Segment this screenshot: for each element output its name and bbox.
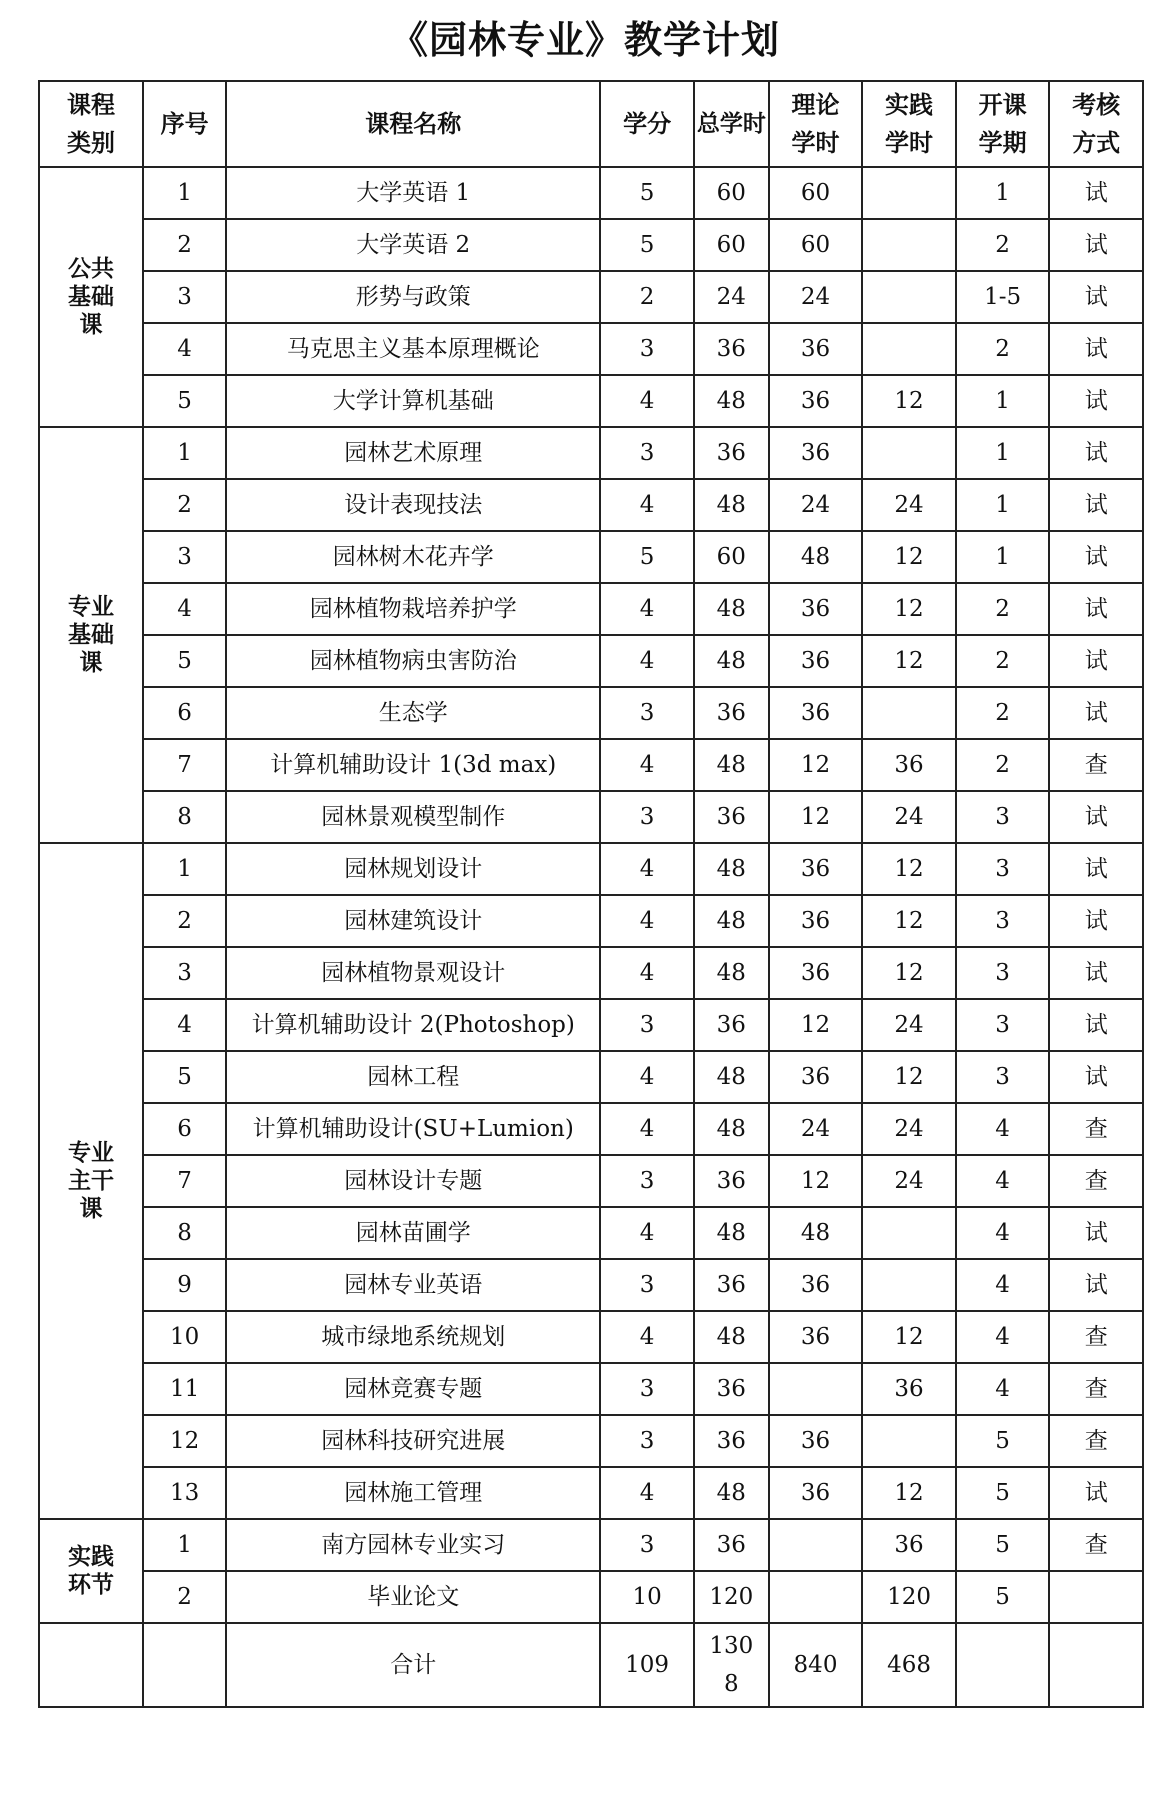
- practice-hours-cell: 12: [862, 1311, 956, 1363]
- seq-cell: 10: [143, 1311, 226, 1363]
- theory-hours-cell: 24: [769, 479, 863, 531]
- practice-hours-cell: 12: [862, 531, 956, 583]
- credits-cell: 4: [600, 375, 694, 427]
- seq-cell: 4: [143, 583, 226, 635]
- seq-cell: 6: [143, 687, 226, 739]
- credits-cell: 3: [600, 999, 694, 1051]
- theory-hours-cell: 60: [769, 219, 863, 271]
- total-hours-cell: 48: [694, 1207, 769, 1259]
- assessment-cell: 试: [1049, 791, 1143, 843]
- course-name-cell: 城市绿地系统规划: [226, 1311, 600, 1363]
- credits-cell: 3: [600, 687, 694, 739]
- assessment-cell: 试: [1049, 375, 1143, 427]
- total-hours-cell: 36: [694, 1363, 769, 1415]
- seq-cell: 9: [143, 1259, 226, 1311]
- total-hours-cell: 60: [694, 219, 769, 271]
- theory-hours-cell: 12: [769, 739, 863, 791]
- semester-cell: 2: [956, 635, 1050, 687]
- semester-cell: 1: [956, 375, 1050, 427]
- total-hours-cell: 120: [694, 1571, 769, 1623]
- semester-cell: 4: [956, 1259, 1050, 1311]
- practice-hours-cell: 24: [862, 791, 956, 843]
- total-semester-cell: [956, 1623, 1050, 1707]
- credits-cell: 4: [600, 479, 694, 531]
- course-name-cell: 南方园林专业实习: [226, 1519, 600, 1571]
- course-name-cell: 大学英语 1: [226, 167, 600, 219]
- credits-cell: 4: [600, 583, 694, 635]
- practice-hours-cell: 12: [862, 895, 956, 947]
- assessment-cell: 查: [1049, 739, 1143, 791]
- assessment-cell: 试: [1049, 635, 1143, 687]
- header-total-hours: 总学时: [694, 81, 769, 167]
- theory-hours-cell: 36: [769, 635, 863, 687]
- course-name-cell: 马克思主义基本原理概论: [226, 323, 600, 375]
- assessment-cell: 试: [1049, 531, 1143, 583]
- semester-cell: 3: [956, 843, 1050, 895]
- theory-hours-cell: 24: [769, 271, 863, 323]
- credits-cell: 10: [600, 1571, 694, 1623]
- semester-cell: 4: [956, 1155, 1050, 1207]
- assessment-cell: 试: [1049, 1259, 1143, 1311]
- assessment-cell: 查: [1049, 1415, 1143, 1467]
- seq-cell: 12: [143, 1415, 226, 1467]
- seq-cell: 7: [143, 739, 226, 791]
- total-credits-cell: 109: [600, 1623, 694, 1707]
- practice-hours-cell: 24: [862, 1103, 956, 1155]
- table-row: [39, 479, 1143, 531]
- semester-cell: 1-5: [956, 271, 1050, 323]
- theory-hours-cell: [769, 1571, 863, 1623]
- total-practice-hours-cell: 468: [862, 1623, 956, 1707]
- semester-cell: 5: [956, 1519, 1050, 1571]
- assessment-cell: 查: [1049, 1519, 1143, 1571]
- theory-hours-cell: 12: [769, 999, 863, 1051]
- theory-hours-cell: 36: [769, 947, 863, 999]
- header-semester: 开课学期: [956, 81, 1050, 167]
- semester-cell: 3: [956, 895, 1050, 947]
- total-hours-cell: 36: [694, 1415, 769, 1467]
- assessment-cell: 试: [1049, 167, 1143, 219]
- total-hours-cell: 48: [694, 1103, 769, 1155]
- semester-cell: 4: [956, 1207, 1050, 1259]
- seq-cell: 13: [143, 1467, 226, 1519]
- table-row: [39, 219, 1143, 271]
- assessment-cell: 查: [1049, 1311, 1143, 1363]
- seq-cell: 1: [143, 167, 226, 219]
- theory-hours-cell: 36: [769, 583, 863, 635]
- total-hours-cell: 36: [694, 687, 769, 739]
- credits-cell: 5: [600, 167, 694, 219]
- practice-hours-cell: [862, 1207, 956, 1259]
- credits-cell: 4: [600, 1467, 694, 1519]
- assessment-cell: [1049, 1571, 1143, 1623]
- course-name-cell: 园林设计专题: [226, 1155, 600, 1207]
- table-row: [39, 947, 1143, 999]
- course-name-cell: 园林植物病虫害防治: [226, 635, 600, 687]
- seq-cell: 4: [143, 999, 226, 1051]
- total-category-cell: [39, 1623, 143, 1707]
- header-practice-hours: 实践学时: [862, 81, 956, 167]
- header-category: 课程类别: [39, 81, 143, 167]
- total-hours-cell: 48: [694, 895, 769, 947]
- category-cell: [39, 1519, 143, 1623]
- table-row: [39, 1415, 1143, 1467]
- seq-cell: 6: [143, 1103, 226, 1155]
- category-cell: [39, 843, 143, 1519]
- theory-hours-cell: 36: [769, 843, 863, 895]
- semester-cell: 1: [956, 427, 1050, 479]
- assessment-cell: 试: [1049, 479, 1143, 531]
- total-row: [39, 1623, 1143, 1707]
- seq-cell: 2: [143, 219, 226, 271]
- table-row: [39, 687, 1143, 739]
- course-name-cell: 毕业论文: [226, 1571, 600, 1623]
- table-row: [39, 375, 1143, 427]
- category-cell: [39, 427, 143, 843]
- semester-cell: 5: [956, 1571, 1050, 1623]
- theory-hours-cell: 24: [769, 1103, 863, 1155]
- semester-cell: 5: [956, 1467, 1050, 1519]
- semester-cell: 3: [956, 999, 1050, 1051]
- credits-cell: 4: [600, 1207, 694, 1259]
- assessment-cell: 查: [1049, 1103, 1143, 1155]
- assessment-cell: 试: [1049, 687, 1143, 739]
- total-hours-cell: 48: [694, 635, 769, 687]
- table-row: [39, 167, 1143, 219]
- course-name-cell: 园林建筑设计: [226, 895, 600, 947]
- course-name-cell: 园林规划设计: [226, 843, 600, 895]
- total-hours-cell: 48: [694, 739, 769, 791]
- category-label: 专业主干课: [68, 1140, 115, 1222]
- course-name-cell: 园林科技研究进展: [226, 1415, 600, 1467]
- total-hours-cell: 1308: [694, 1623, 769, 1707]
- credits-cell: 3: [600, 323, 694, 375]
- semester-cell: 4: [956, 1103, 1050, 1155]
- credits-cell: 3: [600, 1259, 694, 1311]
- seq-cell: 8: [143, 791, 226, 843]
- practice-hours-cell: 24: [862, 999, 956, 1051]
- course-name-cell: 园林树木花卉学: [226, 531, 600, 583]
- header-assessment: 考核方式: [1049, 81, 1143, 167]
- total-hours-cell: 48: [694, 479, 769, 531]
- table-row: [39, 1571, 1143, 1623]
- total-hours-cell: 36: [694, 999, 769, 1051]
- semester-cell: 4: [956, 1311, 1050, 1363]
- header-name: 课程名称: [226, 81, 600, 167]
- course-name-cell: 设计表现技法: [226, 479, 600, 531]
- semester-cell: 3: [956, 1051, 1050, 1103]
- practice-hours-cell: 24: [862, 1155, 956, 1207]
- practice-hours-cell: 12: [862, 843, 956, 895]
- theory-hours-cell: 36: [769, 1311, 863, 1363]
- assessment-cell: 试: [1049, 999, 1143, 1051]
- assessment-cell: 试: [1049, 323, 1143, 375]
- credits-cell: 3: [600, 1415, 694, 1467]
- course-name-cell: 园林专业英语: [226, 1259, 600, 1311]
- total-hours-cell: 48: [694, 843, 769, 895]
- course-name-cell: 大学计算机基础: [226, 375, 600, 427]
- practice-hours-cell: [862, 323, 956, 375]
- seq-cell: 1: [143, 427, 226, 479]
- table-row: [39, 843, 1143, 895]
- practice-hours-cell: 12: [862, 375, 956, 427]
- theory-hours-cell: 48: [769, 531, 863, 583]
- course-name-cell: 园林植物栽培养护学: [226, 583, 600, 635]
- semester-cell: 2: [956, 583, 1050, 635]
- category-label: 实践环节: [68, 1544, 115, 1598]
- course-name-cell: 计算机辅助设计 2(Photoshop): [226, 999, 600, 1051]
- course-name-cell: 园林工程: [226, 1051, 600, 1103]
- practice-hours-cell: 36: [862, 739, 956, 791]
- theory-hours-cell: 36: [769, 895, 863, 947]
- total-theory-hours-cell: 840: [769, 1623, 863, 1707]
- theory-hours-cell: 36: [769, 427, 863, 479]
- course-name-cell: 园林竞赛专题: [226, 1363, 600, 1415]
- semester-cell: 2: [956, 323, 1050, 375]
- practice-hours-cell: 12: [862, 1051, 956, 1103]
- table-row: [39, 999, 1143, 1051]
- credits-cell: 3: [600, 791, 694, 843]
- theory-hours-cell: 48: [769, 1207, 863, 1259]
- semester-cell: 5: [956, 1415, 1050, 1467]
- seq-cell: 1: [143, 843, 226, 895]
- theory-hours-cell: 36: [769, 1415, 863, 1467]
- total-seq-cell: [143, 1623, 226, 1707]
- semester-cell: 2: [956, 687, 1050, 739]
- semester-cell: 3: [956, 791, 1050, 843]
- total-hours-cell: 36: [694, 1259, 769, 1311]
- page-title: 《园林专业》教学计划: [389, 18, 780, 62]
- course-name-cell: 园林景观模型制作: [226, 791, 600, 843]
- table-row: [39, 1259, 1143, 1311]
- table-row: [39, 531, 1143, 583]
- assessment-cell: 查: [1049, 1155, 1143, 1207]
- practice-hours-cell: 36: [862, 1519, 956, 1571]
- assessment-cell: 试: [1049, 271, 1143, 323]
- theory-hours-cell: 36: [769, 687, 863, 739]
- credits-cell: 3: [600, 1519, 694, 1571]
- table-row: [39, 1207, 1143, 1259]
- semester-cell: 1: [956, 167, 1050, 219]
- assessment-cell: 试: [1049, 1467, 1143, 1519]
- theory-hours-cell: [769, 1519, 863, 1571]
- table-row: [39, 1155, 1143, 1207]
- theory-hours-cell: 36: [769, 1051, 863, 1103]
- assessment-cell: 试: [1049, 1051, 1143, 1103]
- practice-hours-cell: [862, 687, 956, 739]
- seq-cell: 5: [143, 375, 226, 427]
- table-row: [39, 791, 1143, 843]
- total-hours-cell: 36: [694, 791, 769, 843]
- total-hours-cell: 24: [694, 271, 769, 323]
- table-row: [39, 1467, 1143, 1519]
- practice-hours-cell: [862, 1415, 956, 1467]
- course-name-cell: 计算机辅助设计 1(3d max): [226, 739, 600, 791]
- seq-cell: 5: [143, 635, 226, 687]
- category-label: 公共基础课: [68, 256, 115, 338]
- total-hours-cell: 36: [694, 427, 769, 479]
- table-row: [39, 271, 1143, 323]
- semester-cell: 3: [956, 947, 1050, 999]
- table-row: [39, 1363, 1143, 1415]
- seq-cell: 2: [143, 1571, 226, 1623]
- semester-cell: 2: [956, 219, 1050, 271]
- seq-cell: 2: [143, 895, 226, 947]
- course-name-cell: 生态学: [226, 687, 600, 739]
- practice-hours-cell: [862, 219, 956, 271]
- table-row: [39, 1519, 1143, 1571]
- theory-hours-cell: 60: [769, 167, 863, 219]
- seq-cell: 1: [143, 1519, 226, 1571]
- assessment-cell: 试: [1049, 947, 1143, 999]
- semester-cell: 4: [956, 1363, 1050, 1415]
- credits-cell: 5: [600, 531, 694, 583]
- total-hours-cell: 36: [694, 323, 769, 375]
- header-credits: 学分: [600, 81, 694, 167]
- semester-cell: 2: [956, 739, 1050, 791]
- table-row: [39, 1051, 1143, 1103]
- semester-cell: 1: [956, 479, 1050, 531]
- seq-cell: 4: [143, 323, 226, 375]
- practice-hours-cell: 12: [862, 583, 956, 635]
- header-seq: 序号: [143, 81, 226, 167]
- course-name-cell: 园林苗圃学: [226, 1207, 600, 1259]
- theory-hours-cell: 12: [769, 1155, 863, 1207]
- practice-hours-cell: [862, 167, 956, 219]
- credits-cell: 4: [600, 1051, 694, 1103]
- teaching-plan-table: [38, 80, 1144, 1708]
- practice-hours-cell: [862, 1259, 956, 1311]
- table-header-row: [39, 81, 1143, 167]
- table-row: [39, 895, 1143, 947]
- table-row: [39, 583, 1143, 635]
- credits-cell: 3: [600, 1363, 694, 1415]
- total-hours-cell: 48: [694, 1051, 769, 1103]
- course-name-cell: 园林植物景观设计: [226, 947, 600, 999]
- semester-cell: 1: [956, 531, 1050, 583]
- total-hours-cell: 36: [694, 1155, 769, 1207]
- practice-hours-cell: 12: [862, 947, 956, 999]
- practice-hours-cell: [862, 427, 956, 479]
- credits-cell: 4: [600, 1103, 694, 1155]
- total-hours-cell: 60: [694, 167, 769, 219]
- credits-cell: 4: [600, 843, 694, 895]
- table-row: [39, 739, 1143, 791]
- theory-hours-cell: 12: [769, 791, 863, 843]
- seq-cell: 3: [143, 271, 226, 323]
- total-hours-cell: 60: [694, 531, 769, 583]
- course-name-cell: 计算机辅助设计(SU+Lumion): [226, 1103, 600, 1155]
- total-hours-cell: 48: [694, 1467, 769, 1519]
- assessment-cell: 试: [1049, 895, 1143, 947]
- credits-cell: 3: [600, 427, 694, 479]
- total-hours-cell: 48: [694, 1311, 769, 1363]
- assessment-cell: 试: [1049, 583, 1143, 635]
- category-cell: [39, 167, 143, 427]
- seq-cell: 11: [143, 1363, 226, 1415]
- practice-hours-cell: 24: [862, 479, 956, 531]
- theory-hours-cell: 36: [769, 1259, 863, 1311]
- total-hours-cell: 48: [694, 375, 769, 427]
- total-label-cell: 合计: [226, 1623, 600, 1707]
- credits-cell: 3: [600, 1155, 694, 1207]
- header-theory-hours: 理论学时: [769, 81, 863, 167]
- practice-hours-cell: [862, 271, 956, 323]
- theory-hours-cell: [769, 1363, 863, 1415]
- practice-hours-cell: 12: [862, 635, 956, 687]
- theory-hours-cell: 36: [769, 1467, 863, 1519]
- assessment-cell: 查: [1049, 1363, 1143, 1415]
- total-hours-cell: 36: [694, 1519, 769, 1571]
- theory-hours-cell: 36: [769, 375, 863, 427]
- course-name-cell: 大学英语 2: [226, 219, 600, 271]
- credits-cell: 4: [600, 1311, 694, 1363]
- assessment-cell: 试: [1049, 843, 1143, 895]
- total-hours-cell: 48: [694, 947, 769, 999]
- theory-hours-cell: 36: [769, 323, 863, 375]
- practice-hours-cell: 120: [862, 1571, 956, 1623]
- credits-cell: 4: [600, 739, 694, 791]
- assessment-cell: 试: [1049, 427, 1143, 479]
- seq-cell: 8: [143, 1207, 226, 1259]
- course-name-cell: 园林艺术原理: [226, 427, 600, 479]
- credits-cell: 2: [600, 271, 694, 323]
- credits-cell: 4: [600, 947, 694, 999]
- seq-cell: 3: [143, 531, 226, 583]
- credits-cell: 5: [600, 219, 694, 271]
- seq-cell: 7: [143, 1155, 226, 1207]
- table-row: [39, 427, 1143, 479]
- credits-cell: 4: [600, 635, 694, 687]
- seq-cell: 3: [143, 947, 226, 999]
- category-label: 专业基础课: [68, 594, 115, 676]
- assessment-cell: 试: [1049, 219, 1143, 271]
- credits-cell: 4: [600, 895, 694, 947]
- course-name-cell: 园林施工管理: [226, 1467, 600, 1519]
- seq-cell: 2: [143, 479, 226, 531]
- table-row: [39, 323, 1143, 375]
- table-row: [39, 635, 1143, 687]
- course-name-cell: 形势与政策: [226, 271, 600, 323]
- seq-cell: 5: [143, 1051, 226, 1103]
- total-hours-cell: 48: [694, 583, 769, 635]
- practice-hours-cell: 12: [862, 1467, 956, 1519]
- assessment-cell: 试: [1049, 1207, 1143, 1259]
- table-row: [39, 1103, 1143, 1155]
- table-row: [39, 1311, 1143, 1363]
- practice-hours-cell: 36: [862, 1363, 956, 1415]
- total-assessment-cell: [1049, 1623, 1143, 1707]
